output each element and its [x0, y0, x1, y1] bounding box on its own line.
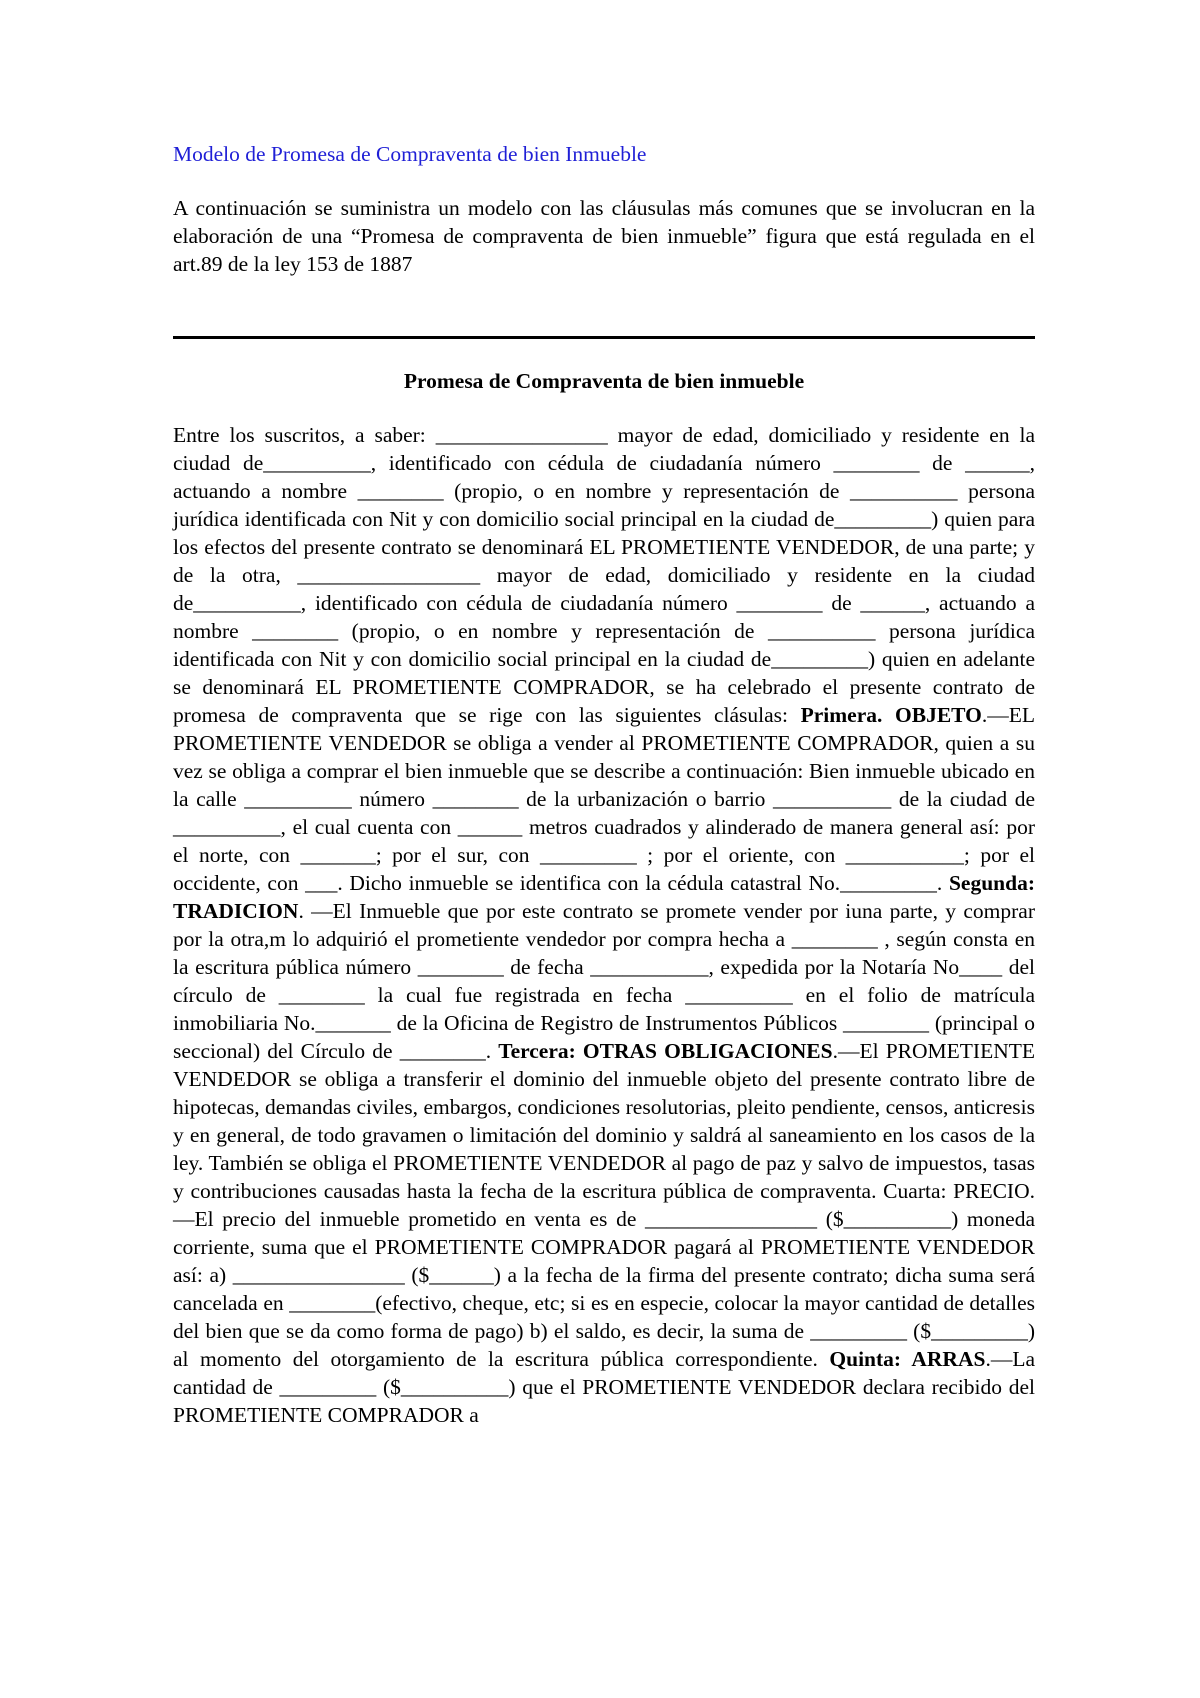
page-content: [173, 140, 1035, 1429]
clause-heading-arras: Quinta: ARRAS: [829, 1347, 986, 1371]
intro-paragraph: A continuación se suministra un modelo con las cláusulas más comunes que se involucran en la elaboración de una “Promesa de compraventa de bien inmueble” figura que está regulada en el art.89 de la ley 153 de 1887: [173, 196, 1035, 276]
contract-body: [173, 421, 1035, 1429]
contract-segment: Entre los suscritos, a saber: ________________ mayor de edad, domiciliado y residente en la ciudad de__________, identificado con cédula de ciudadanía número ________ de ______, actuando a nombre ________ (propio, o en nombre y representación de __________ persona jurídica identificada con Nit y con domicilio social principal en la ciudad de_________) quien para los efectos del presente contrato se denominará EL PROMETIENTE VENDEDOR, de una parte; y de la otra, _________________ mayor de edad, domiciliado y residente en la ciudad de__________, identificado con cédula de ciudadanía número ________ de ______, actuando a nombre ________ (propio, o en nombre y representación de __________ persona jurídica identificada con Nit y con domicilio social principal en la ciudad de_________) quien en adelante se denominará EL PROMETIENTE COMPRADOR, se ha celebrado el presente contrato de promesa de compraventa que se rige con las siguientes clásulas:: [173, 423, 1035, 727]
clause-heading-otras-obligaciones: Tercera: OTRAS OBLIGACIONES: [498, 1039, 833, 1063]
contract-segment: .—EL PROMETIENTE VENDEDOR se obliga a vender al PROMETIENTE COMPRADOR, quien a su vez se obliga a comprar el bien inmueble que se describe a continuación: Bien inmueble ubicado en la calle __________ número ________ de la urbanización o barrio ___________ de la ciudad de __________, el cual cuenta con ______ metros cuadrados y alinderado de manera general así: por el norte, con _______; por el sur, con _________ ; por el oriente, con ___________; por el occidente, con ___. Dicho inmueble se identifica con la cédula catastral No._________.: [173, 703, 1035, 895]
document-title: Promesa de Compraventa de bien inmueble: [403, 369, 805, 393]
contract-segment: .—La cantidad de _________ ($__________) que el PROMETIENTE VENDEDOR declara recibido del PROMETIENTE COMPRADOR a: [173, 1347, 1035, 1427]
contract-segment: . —El Inmueble que por este contrato se promete vender por iuna parte, y comprar por la otra,m lo adquirió el prometiente vendedor por compra hecha a ________ , según consta en la escritura pública número ________ de fecha ___________, expedida por la Notaría No____ del círculo de ________ la cual fue registrada en fecha __________ en el folio de matrícula inmobiliaria No._______ de la Oficina de Registro de Instrumentos Públicos ________ (principal o seccional) del Círculo de ________.: [173, 899, 1035, 1063]
clause-heading-tradicion: Segunda: TRADICION: [173, 871, 1035, 923]
horizontal-divider: [173, 336, 1035, 339]
page-heading: Modelo de Promesa de Compraventa de bien Inmueble: [173, 142, 647, 166]
contract-segment: .—El PROMETIENTE VENDEDOR se obliga a transferir el dominio del inmueble objeto del presente contrato libre de hipotecas, demandas civiles, embargos, condiciones resolutorias, pleito pendiente, censos, anticresis y en general, de todo gravamen o limitación del dominio y saldrá al saneamiento en los casos de la ley. También se obliga el PROMETIENTE VENDEDOR al pago de paz y salvo de impuestos, tasas y contribuciones causadas hasta la fecha de la escritura pública de compraventa. Cuarta: PRECIO.—El precio del inmueble prometido en venta es de ________________ ($__________) moneda corriente, suma que el PROMETIENTE COMPRADOR pagará al PROMETIENTE VENDEDOR así: a) ________________ ($______) a la fecha de la firma del presente contrato; dicha suma será cancelada en ________(efectivo, cheque, etc; si es en especie, colocar la mayor cantidad de detalles del bien que se da como forma de pago) b) el saldo, es decir, la suma de _________ ($_________) al momento del otorgamiento de la escritura pública correspondiente.: [173, 1039, 1035, 1371]
clause-heading-objeto: Primera. OBJETO: [800, 703, 982, 727]
